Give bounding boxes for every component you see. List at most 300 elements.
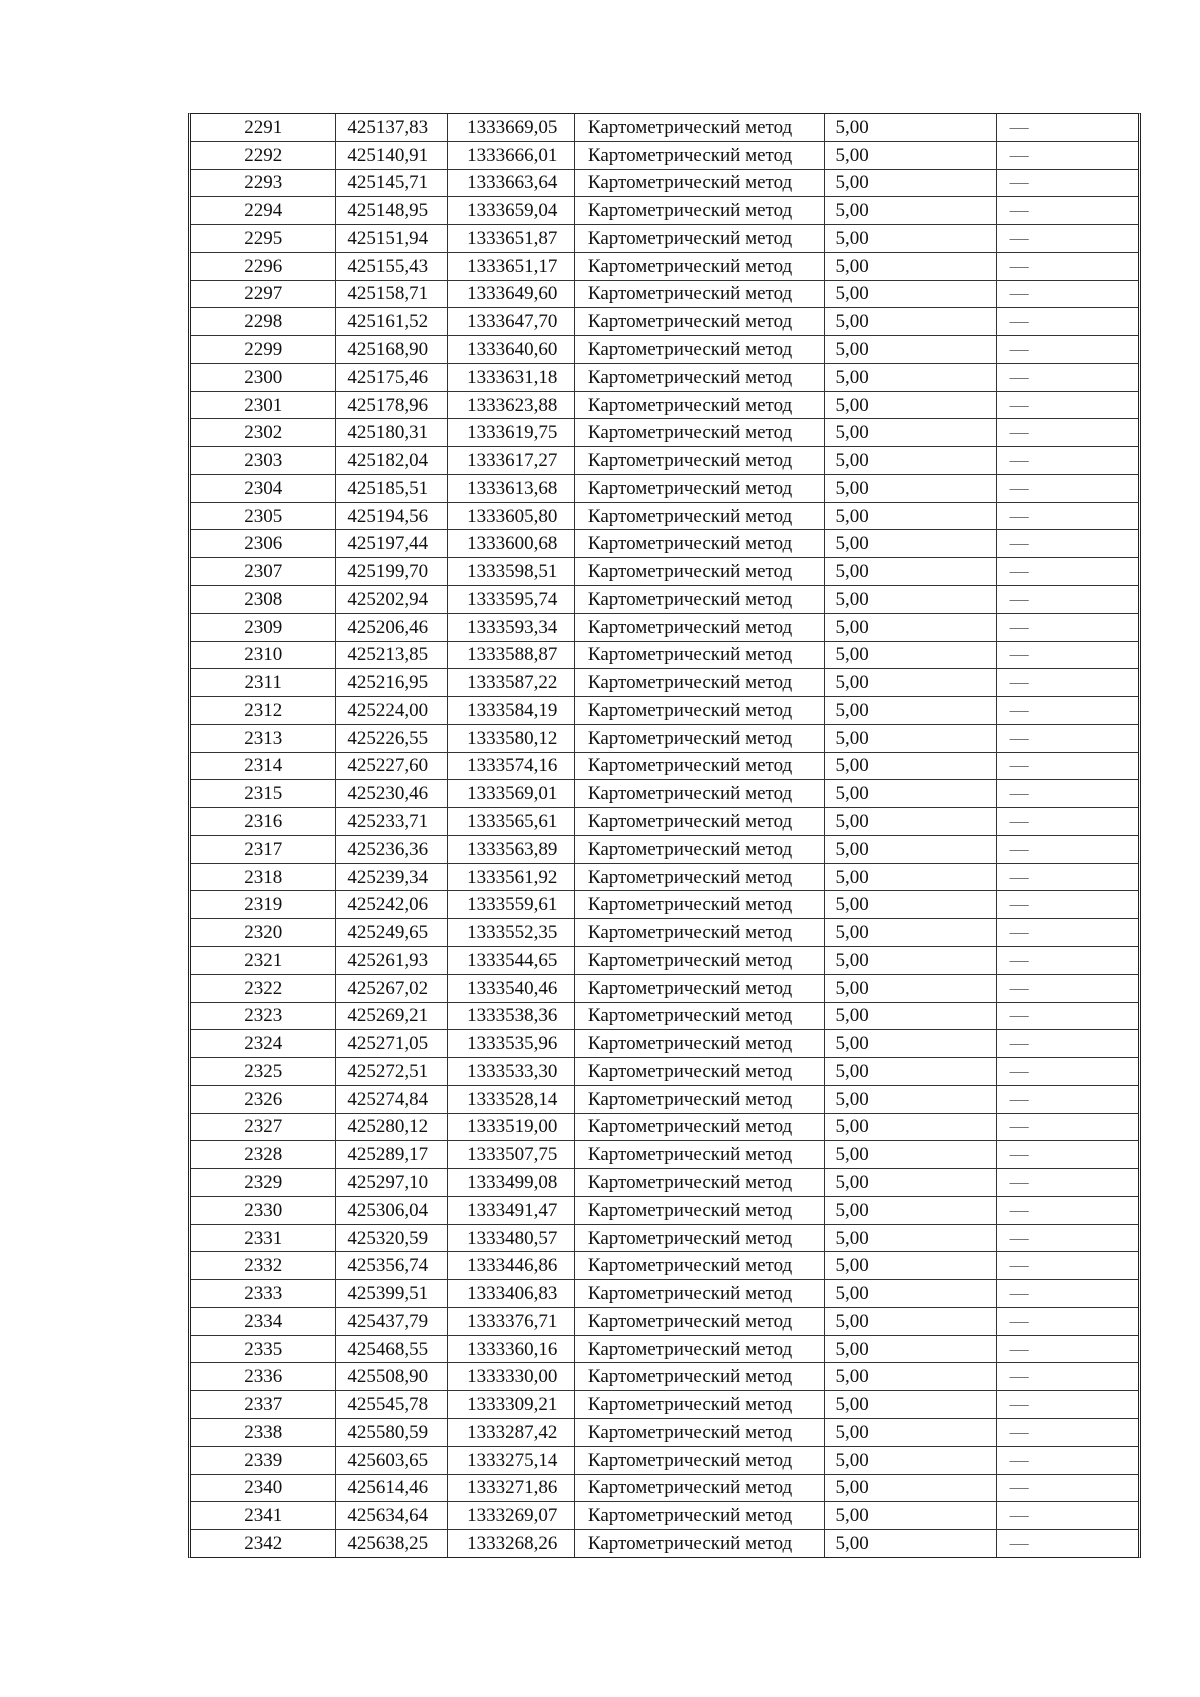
description-cell: — [996,1169,1138,1197]
point-number-cell: 2331 [191,1224,336,1252]
y-coordinate-cell: 1333623,88 [448,391,575,419]
method-cell: Картометрический метод [574,669,825,697]
table-row [191,780,1138,808]
precision-cell: 5,00 [825,669,996,697]
description-cell: — [996,863,1138,891]
description-cell: — [996,752,1138,780]
method-cell: Картометрический метод [574,863,825,891]
description-cell: — [996,1502,1138,1530]
precision-cell: 5,00 [825,946,996,974]
description-cell: — [996,169,1138,197]
point-number-cell: 2308 [191,586,336,614]
point-number-cell: 2338 [191,1418,336,1446]
x-coordinate-cell: 425638,25 [336,1530,448,1557]
point-number-cell: 2320 [191,919,336,947]
table-row [191,1391,1138,1419]
y-coordinate-cell: 1333587,22 [448,669,575,697]
x-coordinate-cell: 425437,79 [336,1307,448,1335]
x-coordinate-cell: 425297,10 [336,1169,448,1197]
x-coordinate-cell: 425242,06 [336,891,448,919]
point-number-cell: 2296 [191,252,336,280]
x-coordinate-cell: 425233,71 [336,808,448,836]
y-coordinate-cell: 1333651,87 [448,225,575,253]
method-cell: Картометрический метод [574,502,825,530]
x-coordinate-cell: 425269,21 [336,1002,448,1030]
y-coordinate-cell: 1333574,16 [448,752,575,780]
description-cell: — [996,391,1138,419]
point-number-cell: 2304 [191,474,336,502]
method-cell: Картометрический метод [574,1363,825,1391]
description-cell: — [996,1252,1138,1280]
x-coordinate-cell: 425168,90 [336,336,448,364]
precision-cell: 5,00 [825,919,996,947]
x-coordinate-cell: 425399,51 [336,1280,448,1308]
precision-cell: 5,00 [825,141,996,169]
precision-cell: 5,00 [825,1224,996,1252]
description-cell: — [996,1085,1138,1113]
method-cell: Картометрический метод [574,613,825,641]
point-number-cell: 2329 [191,1169,336,1197]
description-cell: — [996,363,1138,391]
x-coordinate-cell: 425180,31 [336,419,448,447]
table-row [191,1196,1138,1224]
y-coordinate-cell: 1333580,12 [448,724,575,752]
description-cell: — [996,641,1138,669]
description-cell: — [996,1307,1138,1335]
method-cell: Картометрический метод [574,225,825,253]
precision-cell: 5,00 [825,1085,996,1113]
x-coordinate-cell: 425197,44 [336,530,448,558]
table-row [191,613,1138,641]
x-coordinate-cell: 425271,05 [336,1030,448,1058]
point-number-cell: 2325 [191,1058,336,1086]
table-row [191,586,1138,614]
x-coordinate-cell: 425267,02 [336,974,448,1002]
table-row [191,1141,1138,1169]
method-cell: Картометрический метод [574,1085,825,1113]
precision-cell: 5,00 [825,363,996,391]
coordinates-table [191,114,1138,1557]
y-coordinate-cell: 1333491,47 [448,1196,575,1224]
table-row [191,141,1138,169]
description-cell: — [996,141,1138,169]
precision-cell: 5,00 [825,391,996,419]
x-coordinate-cell: 425199,70 [336,558,448,586]
point-number-cell: 2337 [191,1391,336,1419]
precision-cell: 5,00 [825,197,996,225]
table-row [191,1502,1138,1530]
point-number-cell: 2316 [191,808,336,836]
point-number-cell: 2306 [191,530,336,558]
point-number-cell: 2336 [191,1363,336,1391]
description-cell: — [996,586,1138,614]
x-coordinate-cell: 425202,94 [336,586,448,614]
precision-cell: 5,00 [825,1113,996,1141]
y-coordinate-cell: 1333593,34 [448,613,575,641]
description-cell: — [996,114,1138,141]
precision-cell: 5,00 [825,558,996,586]
y-coordinate-cell: 1333519,00 [448,1113,575,1141]
point-number-cell: 2326 [191,1085,336,1113]
point-number-cell: 2297 [191,280,336,308]
point-number-cell: 2315 [191,780,336,808]
table-row [191,1474,1138,1502]
table-row [191,669,1138,697]
description-cell: — [996,530,1138,558]
table-row [191,1446,1138,1474]
x-coordinate-cell: 425289,17 [336,1141,448,1169]
coordinates-table-frame [188,113,1141,1558]
table-row [191,419,1138,447]
description-cell: — [996,1113,1138,1141]
method-cell: Картометрический метод [574,1224,825,1252]
description-cell: — [996,447,1138,475]
y-coordinate-cell: 1333631,18 [448,363,575,391]
y-coordinate-cell: 1333669,05 [448,114,575,141]
description-cell: — [996,946,1138,974]
description-cell: — [996,1002,1138,1030]
table-row [191,641,1138,669]
point-number-cell: 2322 [191,974,336,1002]
precision-cell: 5,00 [825,780,996,808]
y-coordinate-cell: 1333563,89 [448,835,575,863]
x-coordinate-cell: 425175,46 [336,363,448,391]
table-row [191,1085,1138,1113]
point-number-cell: 2293 [191,169,336,197]
point-number-cell: 2299 [191,336,336,364]
point-number-cell: 2314 [191,752,336,780]
precision-cell: 5,00 [825,447,996,475]
method-cell: Картометрический метод [574,308,825,336]
table-row [191,1530,1138,1557]
method-cell: Картометрический метод [574,363,825,391]
y-coordinate-cell: 1333588,87 [448,641,575,669]
method-cell: Картометрический метод [574,391,825,419]
table-row [191,808,1138,836]
y-coordinate-cell: 1333275,14 [448,1446,575,1474]
table-row [191,530,1138,558]
description-cell: — [996,558,1138,586]
point-number-cell: 2323 [191,1002,336,1030]
y-coordinate-cell: 1333649,60 [448,280,575,308]
x-coordinate-cell: 425213,85 [336,641,448,669]
precision-cell: 5,00 [825,1446,996,1474]
method-cell: Картометрический метод [574,919,825,947]
method-cell: Картометрический метод [574,141,825,169]
x-coordinate-cell: 425161,52 [336,308,448,336]
point-number-cell: 2324 [191,1030,336,1058]
method-cell: Картометрический метод [574,1530,825,1557]
table-row [191,447,1138,475]
method-cell: Картометрический метод [574,946,825,974]
table-row [191,1307,1138,1335]
table-row [191,252,1138,280]
x-coordinate-cell: 425178,96 [336,391,448,419]
x-coordinate-cell: 425545,78 [336,1391,448,1419]
point-number-cell: 2313 [191,724,336,752]
method-cell: Картометрический метод [574,974,825,1002]
table-row [191,752,1138,780]
x-coordinate-cell: 425140,91 [336,141,448,169]
x-coordinate-cell: 425261,93 [336,946,448,974]
point-number-cell: 2334 [191,1307,336,1335]
y-coordinate-cell: 1333287,42 [448,1418,575,1446]
y-coordinate-cell: 1333540,46 [448,974,575,1002]
y-coordinate-cell: 1333535,96 [448,1030,575,1058]
table-row [191,835,1138,863]
precision-cell: 5,00 [825,1502,996,1530]
table-row [191,1169,1138,1197]
precision-cell: 5,00 [825,974,996,1002]
point-number-cell: 2291 [191,114,336,141]
description-cell: — [996,808,1138,836]
precision-cell: 5,00 [825,1196,996,1224]
description-cell: — [996,697,1138,725]
description-cell: — [996,419,1138,447]
table-row [191,1002,1138,1030]
table-row [191,391,1138,419]
description-cell: — [996,1363,1138,1391]
description-cell: — [996,974,1138,1002]
precision-cell: 5,00 [825,697,996,725]
precision-cell: 5,00 [825,752,996,780]
description-cell: — [996,280,1138,308]
y-coordinate-cell: 1333659,04 [448,197,575,225]
description-cell: — [996,1446,1138,1474]
description-cell: — [996,1224,1138,1252]
method-cell: Картометрический метод [574,1418,825,1446]
point-number-cell: 2342 [191,1530,336,1557]
table-row [191,1113,1138,1141]
y-coordinate-cell: 1333619,75 [448,419,575,447]
table-row [191,724,1138,752]
point-number-cell: 2302 [191,419,336,447]
x-coordinate-cell: 425158,71 [336,280,448,308]
point-number-cell: 2303 [191,447,336,475]
description-cell: — [996,308,1138,336]
precision-cell: 5,00 [825,1030,996,1058]
description-cell: — [996,1280,1138,1308]
x-coordinate-cell: 425145,71 [336,169,448,197]
y-coordinate-cell: 1333268,26 [448,1530,575,1557]
table-row [191,114,1138,141]
point-number-cell: 2311 [191,669,336,697]
method-cell: Картометрический метод [574,1307,825,1335]
point-number-cell: 2330 [191,1196,336,1224]
method-cell: Картометрический метод [574,280,825,308]
y-coordinate-cell: 1333561,92 [448,863,575,891]
table-row [191,474,1138,502]
x-coordinate-cell: 425634,64 [336,1502,448,1530]
point-number-cell: 2332 [191,1252,336,1280]
x-coordinate-cell: 425249,65 [336,919,448,947]
table-row [191,1280,1138,1308]
description-cell: — [996,1058,1138,1086]
point-number-cell: 2310 [191,641,336,669]
method-cell: Картометрический метод [574,586,825,614]
y-coordinate-cell: 1333595,74 [448,586,575,614]
y-coordinate-cell: 1333533,30 [448,1058,575,1086]
precision-cell: 5,00 [825,724,996,752]
y-coordinate-cell: 1333271,86 [448,1474,575,1502]
table-row [191,919,1138,947]
precision-cell: 5,00 [825,586,996,614]
y-coordinate-cell: 1333376,71 [448,1307,575,1335]
x-coordinate-cell: 425148,95 [336,197,448,225]
point-number-cell: 2295 [191,225,336,253]
method-cell: Картометрический метод [574,724,825,752]
table-row [191,336,1138,364]
point-number-cell: 2292 [191,141,336,169]
x-coordinate-cell: 425272,51 [336,1058,448,1086]
table-row [191,1058,1138,1086]
x-coordinate-cell: 425614,46 [336,1474,448,1502]
x-coordinate-cell: 425151,94 [336,225,448,253]
table-row [191,197,1138,225]
precision-cell: 5,00 [825,308,996,336]
point-number-cell: 2318 [191,863,336,891]
precision-cell: 5,00 [825,1307,996,1335]
y-coordinate-cell: 1333647,70 [448,308,575,336]
y-coordinate-cell: 1333309,21 [448,1391,575,1419]
x-coordinate-cell: 425280,12 [336,1113,448,1141]
method-cell: Картометрический метод [574,780,825,808]
point-number-cell: 2341 [191,1502,336,1530]
x-coordinate-cell: 425185,51 [336,474,448,502]
description-cell: — [996,1335,1138,1363]
precision-cell: 5,00 [825,1418,996,1446]
method-cell: Картометрический метод [574,1169,825,1197]
table-row [191,225,1138,253]
precision-cell: 5,00 [825,808,996,836]
method-cell: Картометрический метод [574,447,825,475]
y-coordinate-cell: 1333605,80 [448,502,575,530]
y-coordinate-cell: 1333552,35 [448,919,575,947]
table-row [191,697,1138,725]
precision-cell: 5,00 [825,863,996,891]
table-row [191,891,1138,919]
y-coordinate-cell: 1333600,68 [448,530,575,558]
method-cell: Картометрический метод [574,114,825,141]
method-cell: Картометрический метод [574,1141,825,1169]
method-cell: Картометрический метод [574,1030,825,1058]
method-cell: Картометрический метод [574,1474,825,1502]
y-coordinate-cell: 1333360,16 [448,1335,575,1363]
y-coordinate-cell: 1333584,19 [448,697,575,725]
description-cell: — [996,780,1138,808]
precision-cell: 5,00 [825,1141,996,1169]
precision-cell: 5,00 [825,1530,996,1557]
precision-cell: 5,00 [825,1058,996,1086]
x-coordinate-cell: 425274,84 [336,1085,448,1113]
point-number-cell: 2340 [191,1474,336,1502]
point-number-cell: 2335 [191,1335,336,1363]
description-cell: — [996,613,1138,641]
precision-cell: 5,00 [825,169,996,197]
point-number-cell: 2327 [191,1113,336,1141]
table-row [191,1418,1138,1446]
table-row [191,502,1138,530]
table-row [191,1030,1138,1058]
precision-cell: 5,00 [825,1280,996,1308]
x-coordinate-cell: 425236,36 [336,835,448,863]
y-coordinate-cell: 1333666,01 [448,141,575,169]
y-coordinate-cell: 1333663,64 [448,169,575,197]
description-cell: — [996,1418,1138,1446]
method-cell: Картометрический метод [574,891,825,919]
y-coordinate-cell: 1333507,75 [448,1141,575,1169]
description-cell: — [996,474,1138,502]
description-cell: — [996,1030,1138,1058]
method-cell: Картометрический метод [574,1446,825,1474]
precision-cell: 5,00 [825,1363,996,1391]
y-coordinate-cell: 1333640,60 [448,336,575,364]
description-cell: — [996,197,1138,225]
precision-cell: 5,00 [825,613,996,641]
point-number-cell: 2339 [191,1446,336,1474]
description-cell: — [996,835,1138,863]
precision-cell: 5,00 [825,280,996,308]
x-coordinate-cell: 425603,65 [336,1446,448,1474]
point-number-cell: 2321 [191,946,336,974]
description-cell: — [996,336,1138,364]
precision-cell: 5,00 [825,502,996,530]
table-row [191,1224,1138,1252]
description-cell: — [996,1141,1138,1169]
precision-cell: 5,00 [825,114,996,141]
description-cell: — [996,891,1138,919]
x-coordinate-cell: 425216,95 [336,669,448,697]
y-coordinate-cell: 1333598,51 [448,558,575,586]
y-coordinate-cell: 1333528,14 [448,1085,575,1113]
y-coordinate-cell: 1333330,00 [448,1363,575,1391]
y-coordinate-cell: 1333446,86 [448,1252,575,1280]
x-coordinate-cell: 425182,04 [336,447,448,475]
point-number-cell: 2317 [191,835,336,863]
description-cell: — [996,919,1138,947]
table-row [191,363,1138,391]
method-cell: Картометрический метод [574,1502,825,1530]
table-row [191,974,1138,1002]
precision-cell: 5,00 [825,1252,996,1280]
table-row [191,169,1138,197]
x-coordinate-cell: 425227,60 [336,752,448,780]
method-cell: Картометрический метод [574,1196,825,1224]
point-number-cell: 2328 [191,1141,336,1169]
table-row [191,280,1138,308]
table-row [191,1252,1138,1280]
method-cell: Картометрический метод [574,474,825,502]
method-cell: Картометрический метод [574,197,825,225]
y-coordinate-cell: 1333269,07 [448,1502,575,1530]
description-cell: — [996,1474,1138,1502]
precision-cell: 5,00 [825,419,996,447]
coordinates-table-body [191,114,1138,1557]
x-coordinate-cell: 425137,83 [336,114,448,141]
precision-cell: 5,00 [825,891,996,919]
description-cell: — [996,252,1138,280]
x-coordinate-cell: 425226,55 [336,724,448,752]
y-coordinate-cell: 1333499,08 [448,1169,575,1197]
table-row [191,946,1138,974]
x-coordinate-cell: 425468,55 [336,1335,448,1363]
precision-cell: 5,00 [825,835,996,863]
description-cell: — [996,225,1138,253]
precision-cell: 5,00 [825,336,996,364]
table-row [191,863,1138,891]
y-coordinate-cell: 1333406,83 [448,1280,575,1308]
point-number-cell: 2300 [191,363,336,391]
